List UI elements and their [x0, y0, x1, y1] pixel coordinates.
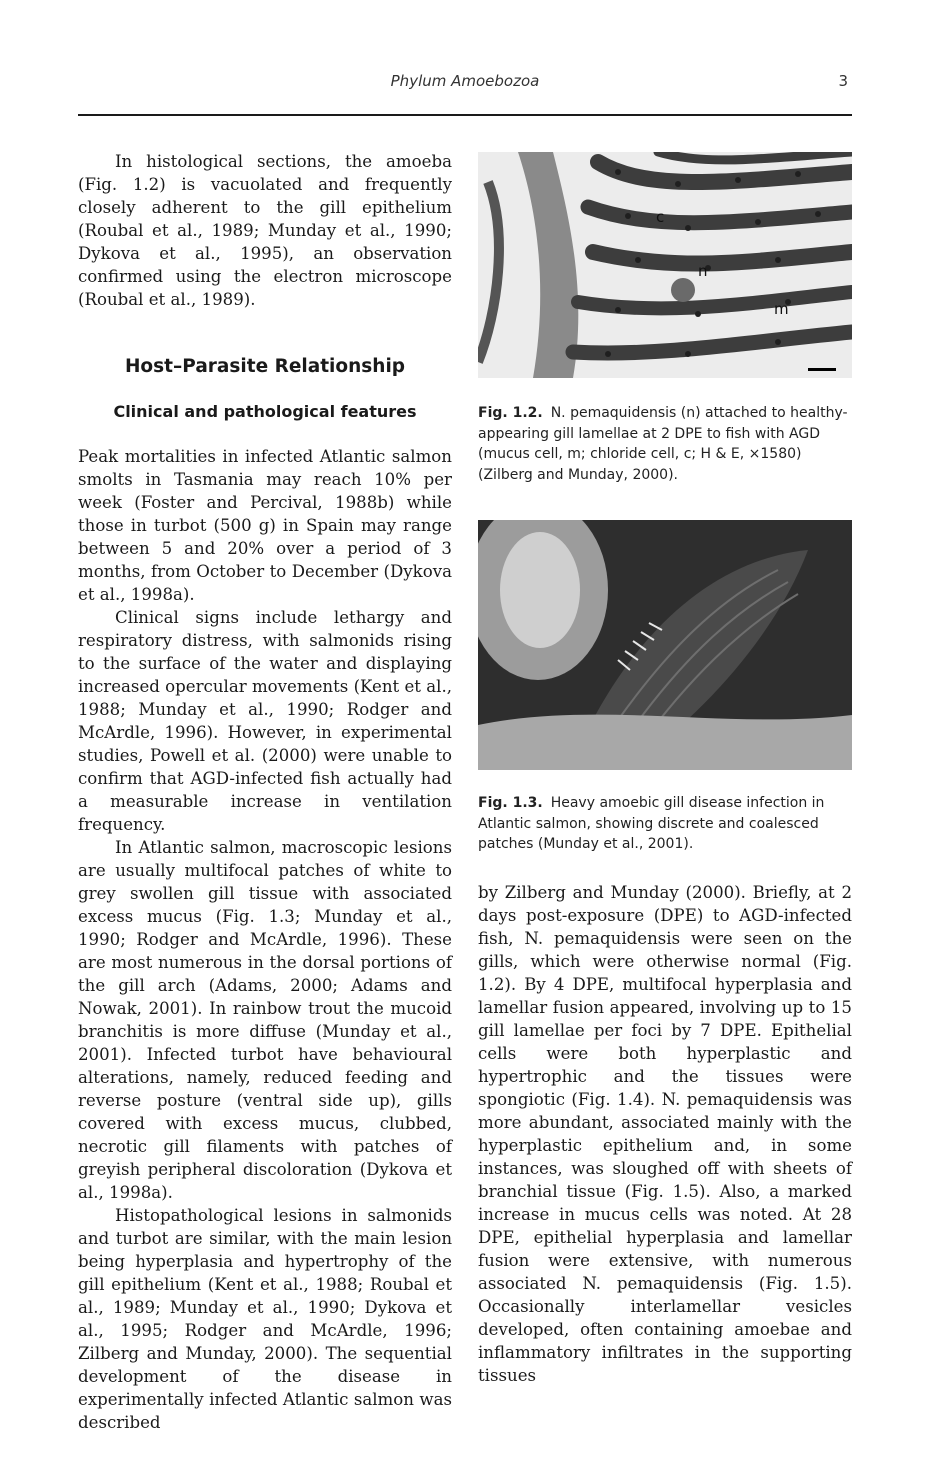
left-column — [78, 150, 452, 1434]
figure-1-2-caption-block — [478, 403, 852, 485]
figure-1-3-label: Fig. 1.3. — [478, 795, 543, 811]
infected-gill-photo — [478, 520, 852, 770]
figure-1-3-caption: Heavy amoebic gill disease infection in Atlantic salmon, showing discrete and coalesced patches (Munday et al., 2001). — [478, 795, 825, 852]
right-column-body — [478, 881, 852, 1387]
figure-1-3-photograph — [478, 520, 852, 770]
marker-m: m — [774, 300, 789, 318]
running-title: Phylum Amoebozoa — [390, 72, 540, 90]
page-number: 3 — [838, 72, 848, 90]
figure-1-2-micrograph — [478, 152, 852, 378]
section-heading: Host–Parasite Relationship — [124, 356, 406, 377]
figure-1-2-label: Fig. 1.2. — [478, 405, 543, 421]
scale-bar — [808, 368, 836, 371]
paragraph-clinical-signs: Clinical signs include lethargy and respiratory distress, with salmonids rising to the surface of the water and displaying increased opercular movements (Kent et al., 1988; Munday et al., 1990; Rodger and McArdle, 1996). However, in experimental studies, Powell et al. (2000) were unable to confirm that AGD-infected fish actually had a measurable increase in ventilation frequency. — [78, 608, 452, 834]
intro-paragraph: In histological sections, the amoeba (Fig. 1.2) is vacuolated and frequently closely adherent to the gill epithelium (Roubal et al., 1989; Munday et al., 1990; Dykova et al., 1995), an observation confirmed using the electron microscope (Roubal et al., 1989). — [78, 152, 452, 309]
marker-c: c — [656, 208, 665, 226]
paragraph-mortalities: Peak mortalities in infected Atlantic salmon smolts in Tasmania may reach 10% per week (Foster and Percival, 1988b) while those in turbot (500 g) in Spain may range between 5 and 20% over a period of 3 months, from October to December (Dykova et al., 1998a). — [78, 447, 452, 604]
paragraph-histopathology: Histopathological lesions in salmonids and turbot are similar, with the main lesion being hyperplasia and hypertrophy of the gill epithelium (Kent et al., 1988; Roubal et al., 1989; Munday et al., 1990; Dykova et al., 1995; Rodger and McArdle, 1996; Zilberg and Munday, 2000). The sequential development of the disease in experimentally infected Atlantic salmon was described — [78, 1206, 452, 1432]
subsection-heading: Clinical and pathological features — [113, 402, 417, 421]
header-rule — [78, 114, 852, 116]
paragraph-macroscopic-lesions: In Atlantic salmon, macroscopic lesions are usually multifocal patches of white to grey swollen gill tissue with associated excess mucus (Fig. 1.3; Munday et al., 1990; Rodger and McArdle, 1996). These are most numerous in the dorsal portions of the gill arch (Adams, 2000; Adams and Nowak, 2001). In rainbow trout the mucoid branchitis is more diffuse (Munday et al., 2001). Infected turbot have behavioural alterations, namely, reduced feeding and reverse posture (ventral side up), gills covered with excess mucus, clubbed, necrotic gill filaments with patches of greyish peripheral discoloration (Dykova et al., 1998a). — [78, 838, 452, 1202]
marker-n: n — [698, 262, 708, 280]
running-head — [78, 72, 852, 96]
figure-1-3-caption-block — [478, 793, 852, 855]
gill-lamellae-micrograph — [478, 152, 852, 378]
figure-1-2-caption: N. pemaquidensis (n) attached to healthy-appearing gill lamellae at 2 DPE to fish with AGD (mucus cell, m; chloride cell, c; H & E, ×1580) (Zilberg and Munday, 2000). — [478, 405, 848, 483]
paragraph-sequential-development: by Zilberg and Munday (2000). Briefly, at 2 days post-exposure (DPE) to AGD-infected fish, N. pemaquidensis were seen on the gills, which were otherwise normal (Fig. 1.2). By 4 DPE, multifocal hyperplasia and lamellar fusion appeared, involving up to 15 gill lamellae per foci by 7 DPE. Epithelial cells were both hyperplastic and hypertrophic and the tissues were spongiotic (Fig. 1.4). N. pemaquidensis was more abundant, associated mainly with the hyperplastic epithelium and, in some instances, was sloughed off with sheets of branchial tissue (Fig. 1.5). Also, a marked increase in mucus cells was noted. At 28 DPE, epithelial hyperplasia and lamellar fusion were extensive, with numerous associated N. pemaquidensis (Fig. 1.5). Occasionally interlamellar vesicles developed, often containing amoebae and inflammatory infiltrates in the supporting tissues — [478, 883, 852, 1385]
